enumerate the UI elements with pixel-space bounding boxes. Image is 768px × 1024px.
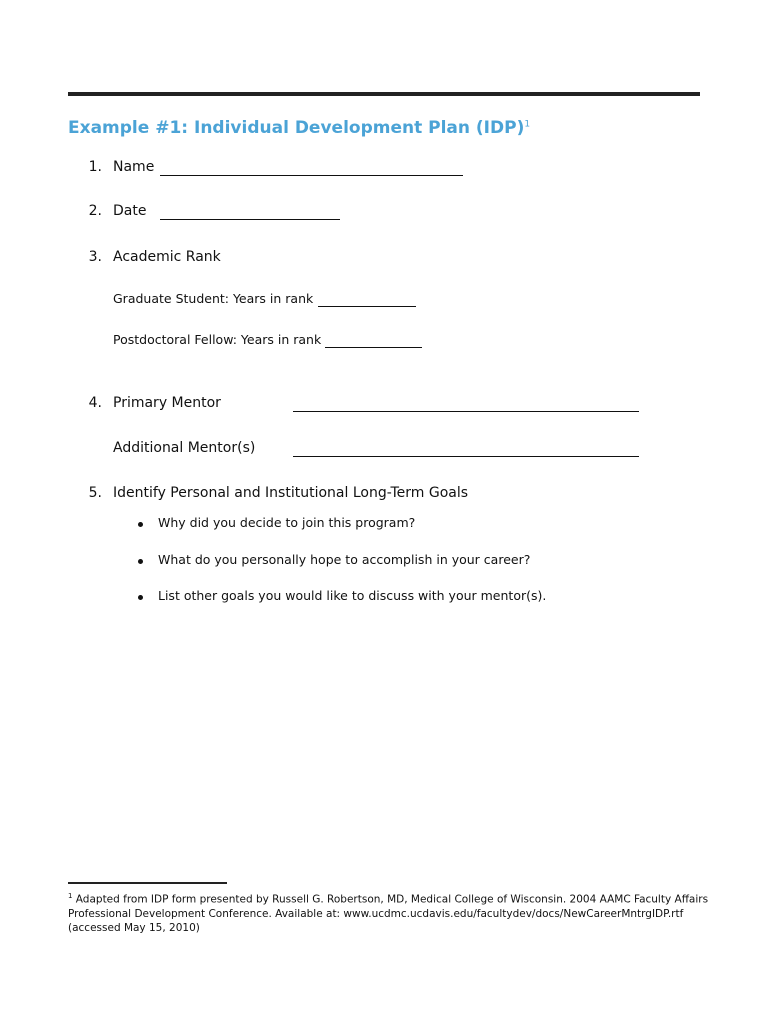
rank-option-label: Postdoctoral Fellow: Years in rank [113, 332, 322, 347]
rank-option-postdoc [113, 332, 321, 347]
bullet-icon [138, 595, 143, 600]
goal-bullet [158, 515, 415, 530]
footnote [68, 889, 708, 935]
graduate-years-blank-line[interactable] [318, 306, 416, 307]
primary-mentor-blank-line[interactable] [293, 411, 639, 412]
footnote-line-2: Professional Development Conference. Available at: www.ucdmc.ucdavis.edu/facultydev/docs/NewCareerMntrgIDP.rtf [68, 907, 684, 920]
item-label: Name [113, 159, 155, 175]
rank-option-label: Graduate Student: Years in rank [113, 291, 314, 306]
item-label: Academic Rank [113, 249, 221, 265]
title-footnote-mark: 1 [524, 119, 531, 130]
bullet-icon [138, 559, 143, 564]
footnote-rule [68, 882, 227, 884]
footnote-line-1: $^1$ Adapted from IDP form presented by Russell G. Robertson, MD, Medical College of Wisconsin. 2004 AAMC Faculty Affairs [68, 892, 709, 906]
goal-bullet-text: What do you personally hope to accomplish in your career? [158, 552, 531, 567]
footnote-line-3: (accessed May 15, 2010) [68, 921, 200, 934]
item-number: 2. [88, 203, 102, 219]
item-number: 3. [88, 249, 102, 265]
title-text: Example #1: Individual Development Plan (IDP) [68, 118, 525, 138]
page-title [68, 118, 530, 138]
item-number: 1. [88, 159, 102, 175]
postdoc-years-blank-line[interactable] [325, 347, 422, 348]
date-blank-line[interactable] [160, 219, 340, 220]
rank-option-graduate [113, 291, 313, 306]
item-label: Additional Mentor(s) [113, 440, 256, 456]
item-label: Primary Mentor [113, 395, 221, 411]
additional-mentors-blank-line[interactable] [293, 456, 639, 457]
goal-bullet [158, 588, 546, 603]
item-label: Identify Personal and Institutional Long-Term Goals [113, 485, 469, 501]
footnote-mark: 1 [68, 892, 73, 900]
bullet-icon [138, 522, 143, 527]
goal-bullet [158, 552, 530, 567]
goal-bullet-text: List other goals you would like to discuss with your mentor(s). [158, 588, 547, 603]
item-label: Date [113, 203, 147, 219]
goal-bullet-text: Why did you decide to join this program? [158, 515, 416, 530]
top-rule [68, 92, 700, 96]
name-blank-line[interactable] [160, 175, 463, 176]
item-number: 4. [88, 395, 102, 411]
item-number: 5. [88, 485, 102, 501]
